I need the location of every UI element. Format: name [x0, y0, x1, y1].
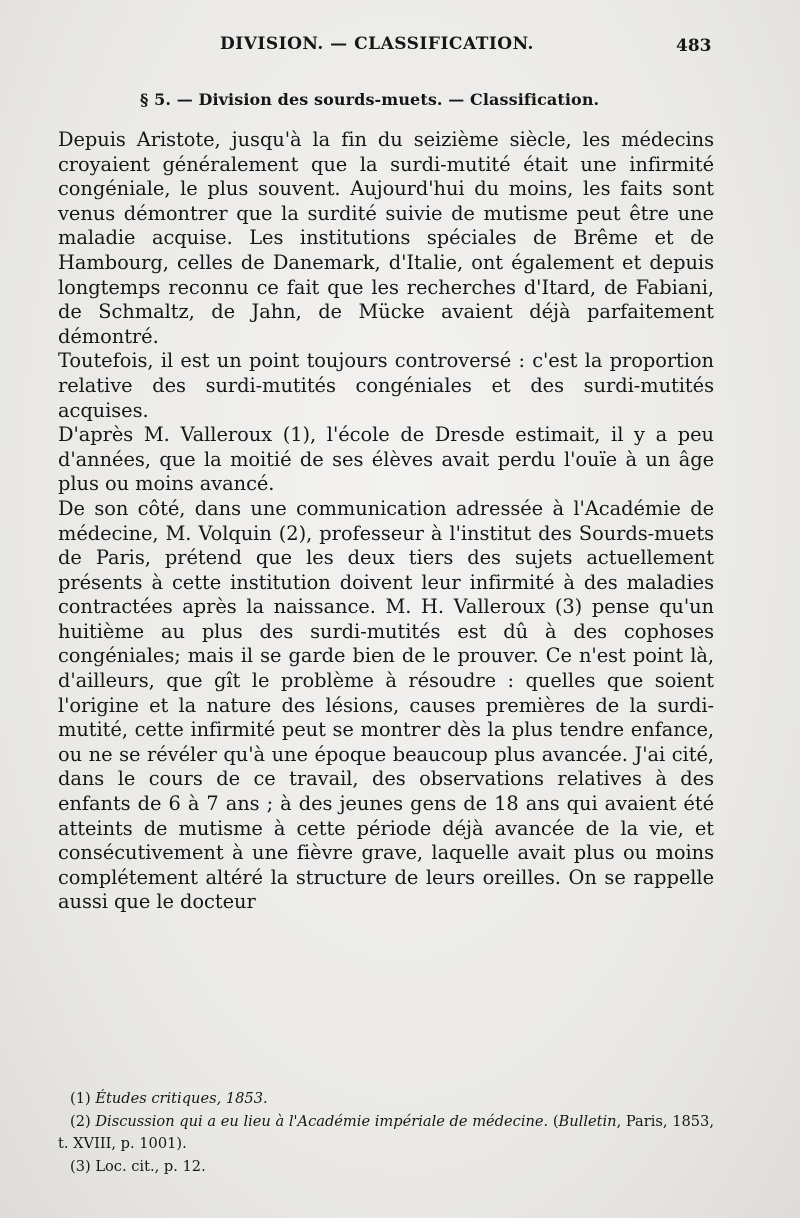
footnote-2	[58, 1111, 714, 1156]
paragraph-1: Depuis Aristote, jusqu'à la fin du seizième siècle, les médecins croyaient généralement que la surdi-mutité était une infirmité congéniale, le plus souvent. Aujourd'hui du moins, les faits sont venus démontrer que la surdité suivie de mutisme peut être une maladie acquise. Les institutions spéciales de Brême et de Hambourg, celles de Danemark, d'Italie, ont également et depuis longtemps reconnu ce fait que les recherches d'Itard, de Fabiani, de Schmaltz, de Jahn, de Mücke avaient déjà parfaitement démontré.	[58, 128, 714, 348]
section-title: § 5. — Division des sourds-muets. — Classification.	[140, 90, 600, 109]
footnote-2-paren: (	[552, 1112, 559, 1130]
footnote-2-italic: Discussion qui a eu lieu à l'Académie impériale de médecine.	[95, 1112, 549, 1130]
paragraph-4: De son côté, dans une communication adressée à l'Académie de médecine, M. Volquin (2), professeur à l'institut des Sourds-muets de Paris, prétend que les deux tiers des sujets actuellement présents à cette institution doivent leur infirmité à des maladies contractées après la naissance. M. H. Valleroux (3) pense qu'un huitième au plus des surdi-mutités est dû à des cophoses congéniales; mais il se garde bien de le prouver. Ce n'est point là, d'ailleurs, que gît le problème à résoudre : quelles que soient l'origine et la nature des lésions, causes premières de la surdi-mutité, cette infirmité peut se montrer dès la plus tendre enfance, ou ne se révéler qu'à une époque beaucoup plus avancée. J'ai cité, dans le cours de ce travail, des observations relatives à des enfants de 6 à 7 ans ; à des jeunes gens de 18 ans qui avaient été atteints de mutisme à cette période déjà avancée de la vie, et consécutivement à une fièvre grave, laquelle avait plus ou moins complétement altéré la structure de leurs oreilles. On se rappelle aussi que le docteur	[58, 496, 714, 914]
body-text	[58, 128, 714, 915]
footnote-2-number: (2)	[70, 1112, 91, 1130]
footnote-1-text: Études critiques, 1853.	[95, 1090, 268, 1107]
paragraph-2: Toutefois, il est un point toujours controversé : c'est la proportion relative des surdi-mutités congéniales et des surdi-mutités acquises.	[58, 349, 714, 422]
page-number: 483	[676, 36, 712, 56]
footnote-3	[58, 1156, 714, 1179]
running-head	[0, 34, 800, 62]
footnote-3-number: (3)	[70, 1157, 91, 1175]
footnote-3-text: Loc. cit., p. 12.	[95, 1157, 206, 1175]
footnotes	[58, 1088, 714, 1178]
footnote-2-rest: , Paris, 1853, t. XVIII, p. 1001).	[58, 1112, 714, 1152]
running-title: DIVISION. — CLASSIFICATION.	[220, 34, 534, 54]
paragraph-3: D'après M. Valleroux (1), l'école de Dresde estimait, il y a peu d'années, que la moitié de ses élèves avait perdu l'ouïe à un âge plus ou moins avancé.	[58, 423, 714, 496]
footnote-2-bulletin: Bulletin	[558, 1112, 617, 1130]
footnote-1	[58, 1088, 714, 1111]
footnote-1-number: (1)	[70, 1090, 91, 1107]
